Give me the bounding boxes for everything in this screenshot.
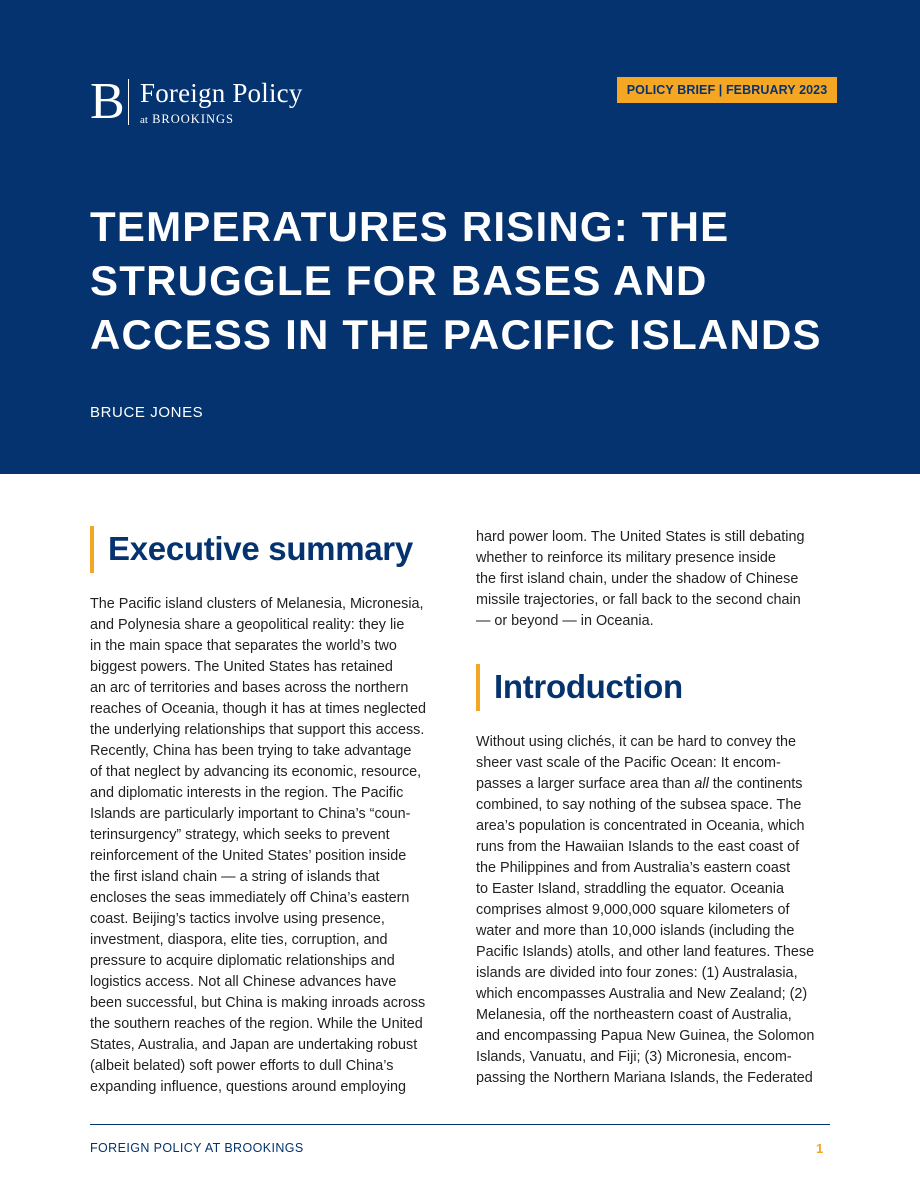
text-line: The Pacific island clusters of Melanesia, Micronesia, [90, 596, 424, 612]
introduction-text [476, 732, 832, 1089]
text-line: been successful, but China is making inroads across [90, 995, 426, 1011]
author-name: BRUCE JONES [90, 404, 204, 421]
logo-at: at [140, 114, 148, 126]
text-line: combined, to say nothing of the subsea space. The [476, 797, 802, 813]
text-line: terinsurgency” strategy, which seeks to prevent [90, 827, 390, 843]
text-line: investment, diaspora, elite ties, corruption, and [90, 932, 388, 948]
text-line: area’s population is concentrated in Oceania, which [476, 818, 805, 834]
text-line: and encompassing Papua New Guinea, the Solomon [476, 1028, 815, 1044]
logo-wordmark [140, 78, 303, 128]
text-line: States, Australia, and Japan are undertaking robust [90, 1037, 418, 1053]
text-line: and diplomatic interests in the region. The Pacific [90, 785, 404, 801]
emphasis-all: all [694, 776, 709, 792]
text-line: hard power loom. The United States is still debating [476, 529, 805, 545]
text-line: passing the Northern Mariana Islands, the Federated [476, 1070, 813, 1086]
text-line: the Philippines and from Australia’s eastern coast [476, 860, 791, 876]
text-line: (albeit belated) soft power efforts to dull China’s [90, 1058, 394, 1074]
text-line: reaches of Oceania, though it has at times neglected [90, 701, 426, 717]
introduction-header [476, 663, 832, 711]
introduction-heading: Introduction [494, 668, 683, 705]
text-fragment: passes a larger surface area than [476, 776, 695, 792]
section-accent-bar [90, 526, 94, 573]
text-line: of that neglect by advancing its economic, resource, [90, 764, 422, 780]
page-number: 1 [816, 1141, 824, 1156]
text-fragment: the continents [708, 776, 803, 792]
logo-program-name: Foreign Policy [140, 78, 303, 108]
text-line: to Easter Island, straddling the equator. Oceania [476, 881, 784, 897]
text-line: water and more than 10,000 islands (including the [476, 923, 795, 939]
text-line: runs from the Hawaiian Islands to the east coast of [476, 839, 800, 855]
text-line: the southern reaches of the region. While the United [90, 1016, 423, 1032]
text-line: encloses the seas immediately off China’s eastern [90, 890, 410, 906]
executive-summary-section [90, 525, 446, 1098]
text-line: an arc of territories and bases across the northern [90, 680, 409, 696]
text-line: Without using clichés, it can be hard to convey the [476, 734, 796, 750]
section-accent-bar [476, 664, 480, 711]
text-line: coast. Beijing’s tactics involve using presence, [90, 911, 385, 927]
text-line: Recently, China has been trying to take advantage [90, 743, 412, 759]
text-line: and Polynesia share a geopolitical reality: they lie [90, 617, 405, 633]
text-line: expanding influence, questions around employing [90, 1079, 407, 1095]
brookings-logo [90, 73, 303, 130]
text-line: biggest powers. The United States has retained [90, 659, 393, 675]
text-line: logistics access. Not all Chinese advances have [90, 974, 397, 990]
text-line: the underlying relationships that support this access. [90, 722, 425, 738]
executive-summary-header [90, 525, 446, 573]
executive-summary-heading: Executive summary [108, 530, 413, 567]
logo-org-name: BROOKINGS [152, 112, 235, 126]
report-title: TEMPERATURES RISING: THE STRUGGLE FOR BASES AND ACCESS IN THE PACIFIC ISLANDS [90, 203, 822, 358]
executive-summary-text [90, 594, 446, 1098]
text-line: Melanesia, off the northeastern coast of Australia, [476, 1007, 792, 1023]
text-line: Pacific Islands) atolls, and other land features. These [476, 944, 815, 960]
text-line: Islands are particularly important to China’s “coun- [90, 806, 411, 822]
logo-org-line [140, 111, 303, 128]
footer-divider [90, 1124, 830, 1125]
text-line: — or beyond — in Oceania. [476, 613, 654, 629]
text-line: pressure to acquire diplomatic relationships and [90, 953, 395, 969]
text-line: comprises almost 9,000,000 square kilometers of [476, 902, 790, 918]
logo-divider [128, 79, 129, 125]
cover-banner [0, 0, 920, 474]
text-line: reinforcement of the United States’ position inside [90, 848, 407, 864]
right-column [476, 527, 832, 1089]
text-line: which encompasses Australia and New Zealand; (2) [476, 986, 808, 1002]
text-line: islands are divided into four zones: (1) Australasia, [476, 965, 798, 981]
text-line: the first island chain, under the shadow of Chinese [476, 571, 799, 587]
text-line-with-emphasis [476, 774, 832, 795]
text-line: Islands, Vanuatu, and Fiji; (3) Micronesia, encom- [476, 1049, 792, 1065]
brookings-b-mark: B [90, 73, 125, 130]
text-line: missile trajectories, or fall back to the second chain [476, 592, 801, 608]
footer-publisher: FOREIGN POLICY AT BROOKINGS [90, 1141, 304, 1155]
text-line: the first island chain — a string of islands that [90, 869, 380, 885]
text-line: sheer vast scale of the Pacific Ocean: It encom- [476, 755, 781, 771]
executive-summary-continued [476, 527, 832, 632]
policy-brief-tag: POLICY BRIEF | FEBRUARY 2023 [617, 77, 837, 103]
text-line: in the main space that separates the world’s two [90, 638, 397, 654]
text-line: whether to reinforce its military presence inside [476, 550, 776, 566]
